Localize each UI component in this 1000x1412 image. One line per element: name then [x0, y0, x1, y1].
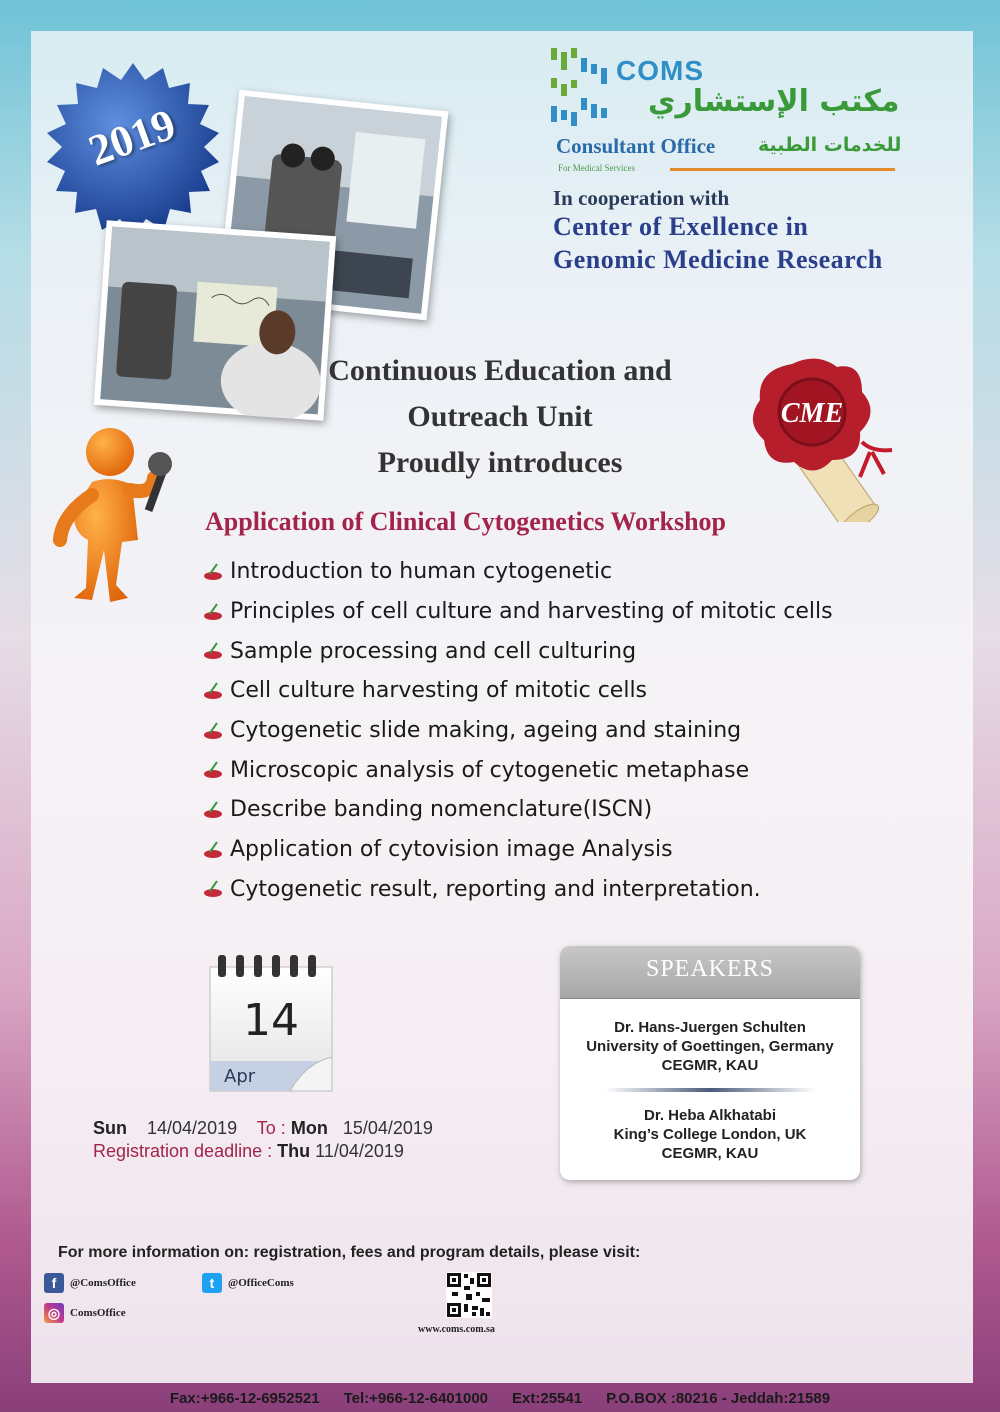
- speaker-2: [560, 1106, 860, 1163]
- cooperation-intro: In cooperation with: [553, 186, 730, 210]
- instagram-link[interactable]: [44, 1303, 126, 1323]
- topic-text: Principles of cell culture and harvesting of mitotic cells: [230, 599, 833, 625]
- topic-text: Describe banding nomenclature(ISCN): [230, 797, 653, 823]
- deadline-label: Registration deadline :: [93, 1141, 273, 1161]
- instagram-icon: ◎: [44, 1303, 64, 1323]
- calendar-day: 14: [243, 995, 299, 1046]
- end-day: Mon: [290, 1118, 328, 1138]
- workshop-title: Application of Clinical Cytogenetics Workshop: [205, 507, 727, 536]
- logo-brand: COMS: [616, 55, 704, 86]
- instagram-handle: ComsOffice: [70, 1307, 126, 1319]
- speaker-org: CEGMR, KAU: [661, 1145, 759, 1162]
- qr-code-icon[interactable]: [446, 1272, 492, 1318]
- petri-dish-icon: [202, 879, 224, 899]
- po-box: P.O.BOX :80216 - Jeddah:21589: [606, 1389, 831, 1407]
- topic-item: [202, 750, 833, 790]
- cme-badge-text: CME: [780, 398, 844, 429]
- topic-item: [202, 870, 833, 910]
- speakers-heading: SPEAKERS: [645, 956, 775, 982]
- website-link[interactable]: www.coms.com.sa: [418, 1324, 495, 1335]
- tel-number: Tel:+966-12-6401000: [343, 1389, 489, 1407]
- topic-list: [202, 552, 833, 909]
- date-range: [93, 1117, 433, 1140]
- facebook-link[interactable]: [44, 1273, 136, 1293]
- intro-line-1: Continuous Education and: [328, 354, 672, 387]
- cooperation-line-2: Genomic Medicine Research: [553, 245, 883, 274]
- speaker-affiliation: King’s College London, UK: [613, 1126, 807, 1143]
- logo-subtitle: For Medical Services: [558, 163, 635, 173]
- intro-heading: [300, 348, 700, 486]
- topic-item: [202, 631, 833, 671]
- twitter-link[interactable]: [202, 1273, 294, 1293]
- twitter-handle: @OfficeComs: [228, 1277, 294, 1289]
- speaker-name: Dr. Hans-Juergen Schulten: [614, 1019, 806, 1036]
- logo-arabic-title: مكتب الإستشاري: [648, 84, 900, 119]
- deadline-date: 11/04/2019: [315, 1141, 404, 1161]
- event-dates: [93, 1117, 433, 1163]
- topic-item: [202, 790, 833, 830]
- start-day: Sun: [93, 1118, 127, 1138]
- facebook-handle: @ComsOffice: [70, 1277, 136, 1289]
- speaker-divider: [605, 1088, 815, 1092]
- speaker-org: CEGMR, KAU: [661, 1057, 759, 1074]
- to-label: To :: [256, 1118, 286, 1138]
- topic-text: Application of cytovision image Analysis: [230, 837, 673, 863]
- speaker-1: [560, 1018, 860, 1075]
- cme-seal-icon: [722, 352, 922, 522]
- deadline-day: Thu: [277, 1141, 311, 1161]
- twitter-icon: t: [202, 1273, 222, 1293]
- end-date: 15/04/2019: [342, 1118, 433, 1138]
- contact-footer: [0, 1384, 1000, 1412]
- registration-deadline: [93, 1140, 433, 1163]
- start-date: 14/04/2019: [147, 1118, 238, 1138]
- topic-item: [202, 552, 833, 592]
- speaker-affiliation: University of Goettingen, Germany: [586, 1038, 834, 1055]
- intro-line-3: Proudly introduces: [377, 446, 623, 479]
- topic-text: Cytogenetic result, reporting and interpretation.: [230, 876, 761, 902]
- cooperation-line-1: Center of Exellence in: [553, 212, 809, 241]
- facebook-icon: f: [44, 1273, 64, 1293]
- topic-item: [202, 592, 833, 632]
- petri-dish-icon: [202, 602, 224, 622]
- topic-text: Cell culture harvesting of mitotic cells: [230, 678, 648, 704]
- logo-arabic-subtitle: للخدمات الطبية: [758, 134, 902, 156]
- speakers-header: [560, 946, 860, 999]
- topic-text: Microscopic analysis of cytogenetic metaphase: [230, 757, 750, 783]
- fax-number: Fax:+966-12-6952521: [169, 1389, 320, 1407]
- petri-dish-icon: [202, 641, 224, 661]
- more-info-text: For more information on: registration, fees and program details, please visit:: [58, 1244, 641, 1261]
- speaker-name: Dr. Heba Alkhatabi: [644, 1107, 776, 1124]
- coms-logo-bars: [551, 48, 611, 130]
- topic-text: Cytogenetic slide making, ageing and staining: [230, 718, 742, 744]
- petri-dish-icon: [202, 721, 224, 741]
- topic-text: Sample processing and cell culturing: [230, 638, 637, 664]
- petri-dish-icon: [202, 800, 224, 820]
- petri-dish-icon: [202, 760, 224, 780]
- logo-consultant-office: Consultant Office: [556, 134, 716, 158]
- speaker-figure-icon: [52, 420, 192, 610]
- speakers-box: [560, 946, 860, 1180]
- logo-underline: [670, 168, 895, 171]
- intro-line-2: Outreach Unit: [407, 400, 593, 433]
- topic-item: [202, 830, 833, 870]
- year-badge-text: 2019: [82, 99, 182, 176]
- calendar-month: Apr: [224, 1066, 256, 1087]
- topic-item: [202, 711, 833, 751]
- topic-item: [202, 671, 833, 711]
- petri-dish-icon: [202, 681, 224, 701]
- petri-dish-icon: [202, 562, 224, 582]
- petri-dish-icon: [202, 840, 224, 860]
- topic-text: Introduction to human cytogenetic: [230, 559, 613, 585]
- extension: Ext:25541: [512, 1389, 583, 1407]
